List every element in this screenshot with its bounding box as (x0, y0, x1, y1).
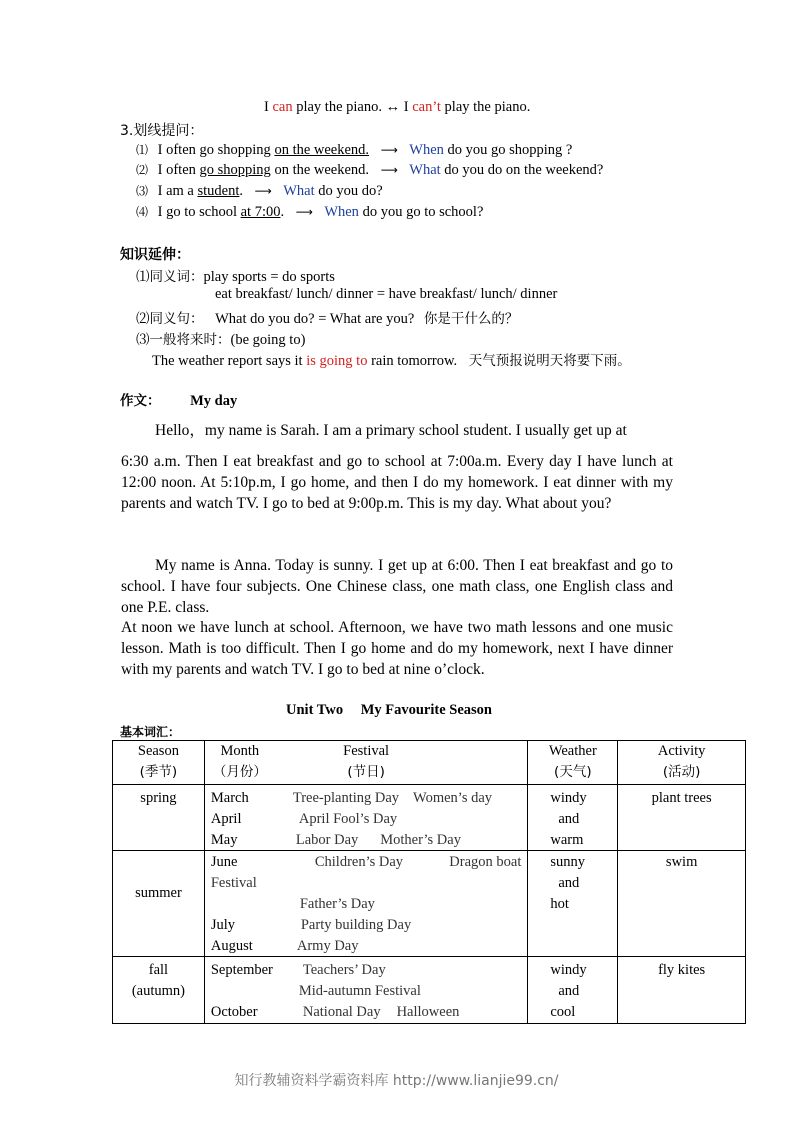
essay-heading: 作文： My day (120, 393, 238, 409)
header-season: Season (季节) (113, 741, 205, 785)
question-item-4: ⑷ I go to school at 7:00. ⟶ When do you go to school? (136, 204, 484, 220)
extension-title: 知识延伸： (120, 247, 190, 263)
header-month-festival: Month （月份） Festival (节日) (204, 741, 528, 785)
cant-word: can’t (412, 99, 441, 115)
month-festival-cell: September Teachers’ Day Mid-autumn Festival October National Day Halloween (204, 957, 528, 1023)
header-weather: Weather (天气) (528, 741, 618, 785)
essay-para2: My name is Anna. Today is sunny. I get up at 6:00. Then I eat breakfast and go to school. I have four subjects. One Chinese class, one math class, one English class and one P.E. class. At noon we have lunch at school. Afternoon, we have two math lessons and one music lesson. Math is too difficult. Then I go home and do my homework, next I have dinner with my parents and watch TV. I go to bed at nine o’clock. (121, 557, 673, 678)
weather-cell: sunny and hot (528, 851, 618, 957)
section3-title: 3.划线提问： (120, 123, 204, 139)
question-item-2: ⑵ I often go shopping on the weekend. ⟶ What do you do on the weekend? (136, 162, 604, 178)
season-cell: fall (autumn) (113, 957, 205, 1023)
future-example-line: The weather report says it is going to rain tomorrow. 天气预报说明天将要下雨。 (152, 353, 631, 369)
table-header-row (113, 741, 746, 785)
vocab-label: 基本词汇： (120, 725, 181, 739)
weather-cell: windy and warm (528, 785, 618, 851)
table-row (113, 957, 746, 1023)
essay-para1-line1: Hello，my name is Sarah. I am a primary school student. I usually get up at (155, 422, 627, 439)
arrow-icon: ⟶ (380, 143, 398, 157)
future-tense-line: ⑶一般将来时：(be going to) (136, 332, 306, 348)
footer-watermark: 知行教辅资料学霸资料库 http://www.lianjie99.cn/ (234, 1073, 559, 1089)
essay-para1: 6:30 a.m. Then I eat breakfast and go to school at 7:00a.m. Every day I have lunch at 12:00 noon. At 5:10p.m, I go home, and then I do my homework. I eat dinner with my parents and watch TV. I go to bed at 9:00p.m. This is my day. What about you? (121, 453, 673, 512)
table-row (113, 851, 746, 957)
table-row (113, 785, 746, 851)
month-festival-cell: June Children’s Day Dragon boat Festival Father’s Day July Party building Day August Army Day (204, 851, 528, 957)
month-festival-cell: March Tree-planting Day Women’s day April April Fool’s Day May Labor Day Mother’s Day (204, 785, 528, 851)
arrow-icon: ⟶ (295, 205, 313, 219)
question-item-3: ⑶ I am a student. ⟶ What do you do? (136, 183, 383, 199)
season-table (112, 740, 746, 1024)
weather-cell: windy and cool (528, 957, 618, 1023)
synonym-words-line1: ⑴同义词：play sports = do sports (136, 269, 335, 285)
activity-cell: plant trees (618, 785, 746, 851)
synonym-words-line2: eat breakfast/ lunch/ dinner = have breakfast/ lunch/ dinner (215, 286, 558, 302)
can-word: can (272, 99, 293, 115)
season-cell: spring (113, 785, 205, 851)
activity-cell: fly kites (618, 957, 746, 1023)
question-item-1: ⑴ I often go shopping on the weekend. ⟶ When do you go shopping ? (136, 142, 573, 158)
header-activity: Activity (活动) (618, 741, 746, 785)
can-cant-line: I can play the piano. ↔ I can’t play the piano. (264, 99, 531, 115)
arrow-icon: ⟶ (254, 184, 272, 198)
activity-cell: swim (618, 851, 746, 957)
season-cell: summer (113, 851, 205, 957)
arrow-icon: ⟶ (380, 163, 398, 177)
synonym-sentence-line: ⑵同义句： What do you do? = What are you? 你是干什么的？ (136, 311, 519, 327)
unit-heading: Unit Two My Favourite Season (286, 702, 492, 718)
